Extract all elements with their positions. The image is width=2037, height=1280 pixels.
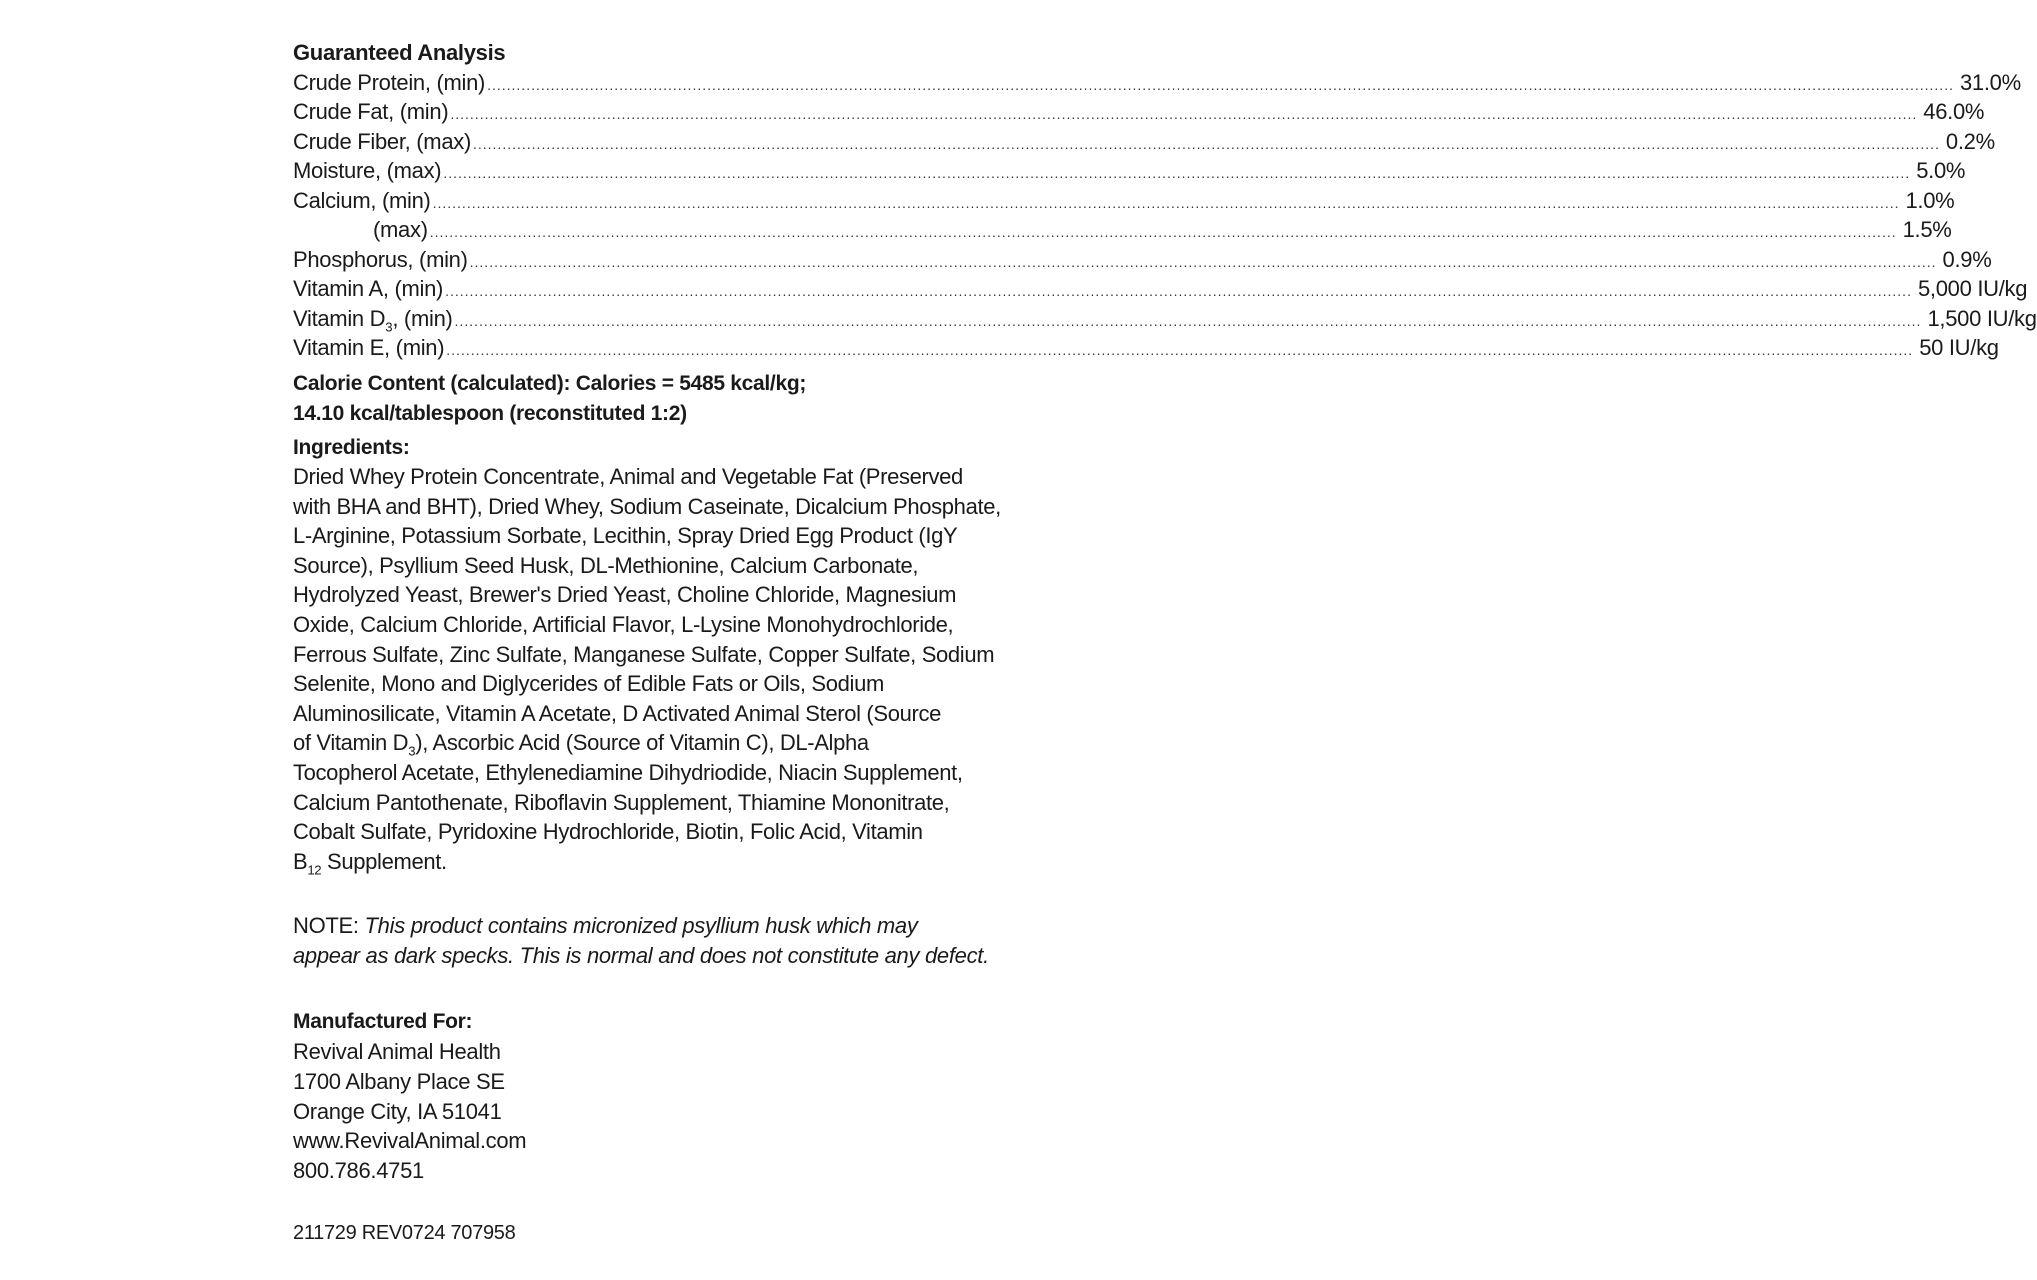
- subscript-3: 3: [408, 743, 416, 759]
- ingredients-line: Cobalt Sulfate, Pyridoxine Hydrochloride, Biotin, Folic Acid, Vitamin: [293, 819, 923, 845]
- guaranteed-analysis-heading: Guaranteed Analysis: [293, 40, 506, 65]
- analysis-row-name: Crude Fat, (min): [293, 99, 449, 124]
- ingredients-text-part: B: [293, 848, 308, 874]
- calorie-content-line: 14.10 kcal/tablespoon (reconstituted 1:2): [293, 401, 687, 425]
- ingredients-line: [293, 847, 973, 877]
- analysis-row-value: 1.0%: [1905, 187, 1955, 213]
- analysis-row: [293, 245, 1992, 275]
- analysis-row-name: [293, 304, 453, 334]
- ingredients-line: Ferrous Sulfate, Zinc Sulfate, Manganese Sulfate, Copper Sulfate, Sodium: [293, 641, 995, 667]
- ingredients-line: Tocopherol Acetate, Ethylenediamine Dihydriodide, Niacin Supplement,: [293, 759, 963, 785]
- analysis-row: [293, 97, 1985, 127]
- analysis-row-value: 46.0%: [1923, 99, 1985, 124]
- ingredients-line: Aluminosilicate, Vitamin A Acetate, D Activated Animal Sterol (Source: [293, 700, 942, 726]
- analysis-row-name: Crude Fiber, (max): [293, 128, 471, 154]
- manufacturer-city: Orange City, IA 51041: [293, 1098, 502, 1124]
- manufacturer-website: www.RevivalAnimal.com: [293, 1128, 527, 1154]
- dot-leader: ............................................................................................................................................................................................................................................................................................................: [429, 224, 1897, 240]
- ingredients-line: Dried Whey Protein Concentrate, Animal and Vegetable Fat (Preserved: [293, 464, 963, 489]
- analysis-row-name-suffix: , (min): [392, 305, 453, 331]
- analysis-row: [293, 215, 1952, 245]
- ingredients-text-part: ), Ascorbic Acid (Source of Vitamin C), DL-Alpha: [415, 730, 869, 756]
- note-label: NOTE:: [293, 913, 359, 939]
- ingredients-line: L-Arginine, Potassium Sorbate, Lecithin, Spray Dried Egg Product (IgY: [293, 523, 958, 549]
- product-label: [293, 38, 2037, 1247]
- analysis-row: [293, 68, 2021, 98]
- analysis-row-value: 50 IU/kg: [1919, 335, 1999, 360]
- subscript-12: 12: [307, 862, 322, 878]
- note-text: appear as dark specks. This is normal and does not constitute any defect.: [293, 942, 989, 968]
- manufacturer-name: Revival Animal Health: [293, 1039, 501, 1065]
- analysis-row-value: 1.5%: [1902, 217, 1952, 242]
- note-line: [293, 911, 973, 941]
- analysis-row: [293, 304, 2037, 334]
- dot-leader: ............................................................................................................................................................................................................................................................................................................: [432, 194, 1900, 211]
- analysis-row-name: Calcium, (min): [293, 187, 431, 213]
- manufacturer-street: 1700 Albany Place SE: [293, 1069, 505, 1094]
- dot-leader: ............................................................................................................................................................................................................................................................................................................: [450, 106, 1918, 122]
- analysis-row-name: Moisture, (max): [293, 158, 442, 183]
- analysis-row-value: 31.0%: [1959, 69, 2021, 95]
- ingredients-text-part: of Vitamin D: [293, 730, 409, 756]
- note-block: [293, 911, 989, 970]
- dot-leader: ............................................................................................................................................................................................................................................................................................................: [446, 342, 1914, 358]
- subscript-3: 3: [385, 318, 393, 334]
- ingredients-line: Hydrolyzed Yeast, Brewer's Dried Yeast, Choline Chloride, Magnesium: [293, 582, 957, 608]
- analysis-row-value: 0.2%: [1945, 128, 1995, 154]
- analysis-row-value: 0.9%: [1942, 246, 1992, 272]
- analysis-row-name: Vitamin E, (min): [293, 335, 445, 360]
- analysis-row-name: (max): [373, 217, 428, 242]
- analysis-row-name: Phosphorus, (min): [293, 246, 468, 272]
- dot-leader: ............................................................................................................................................................................................................................................................................................................: [454, 312, 1922, 329]
- manufacturer-phone: 800.786.4751: [293, 1158, 424, 1184]
- analysis-row-name: Crude Protein, (min): [293, 69, 486, 95]
- analysis-row: [293, 333, 1999, 363]
- dot-leader: ............................................................................................................................................................................................................................................................................................................: [487, 76, 1954, 93]
- analysis-row-value: 5,000 IU/kg: [1917, 276, 2028, 301]
- manufacturer-address: [293, 1037, 973, 1185]
- dot-leader: ............................................................................................................................................................................................................................................................................................................: [445, 283, 1912, 299]
- ingredients-text-part: Supplement.: [321, 848, 447, 874]
- ingredients-line: Calcium Pantothenate, Riboflavin Supplement, Thiamine Mononitrate,: [293, 789, 950, 815]
- ingredients-text: [293, 462, 1001, 878]
- analysis-row-name: Vitamin A, (min): [293, 276, 444, 301]
- calorie-content: [293, 369, 973, 429]
- dot-leader: ............................................................................................................................................................................................................................................................................................................: [443, 165, 1911, 181]
- calorie-content-line: Calorie Content (calculated): Calories = 5485 kcal/kg;: [293, 371, 807, 395]
- ingredients-line: Selenite, Mono and Diglycerides of Edible Fats or Oils, Sodium: [293, 671, 884, 697]
- ingredients-heading: Ingredients:: [293, 435, 410, 459]
- dot-leader: ............................................................................................................................................................................................................................................................................................................: [469, 253, 1937, 270]
- ingredients-line: Oxide, Calcium Chloride, Artificial Flavor, L-Lysine Monohydrochloride,: [293, 611, 954, 637]
- analysis-row: [293, 156, 1966, 186]
- product-code: 211729 REV0724 707958: [293, 1221, 516, 1244]
- analysis-row-name-prefix: Vitamin D: [293, 305, 386, 331]
- analysis-row-value: 5.0%: [1916, 158, 1966, 183]
- ingredients-line: Source), Psyllium Seed Husk, DL-Methionine, Calcium Carbonate,: [293, 552, 919, 578]
- ingredients-line: with BHA and BHT), Dried Whey, Sodium Caseinate, Dicalcium Phosphate,: [293, 493, 1001, 519]
- manufacturer-heading: Manufactured For:: [293, 1010, 473, 1034]
- ingredients-line: [293, 728, 973, 758]
- analysis-row-value: 1,500 IU/kg: [1927, 305, 2037, 331]
- analysis-row: [293, 186, 1955, 216]
- note-text: This product contains micronized psyllium husk which may: [364, 913, 918, 939]
- dot-leader: ............................................................................................................................................................................................................................................................................................................: [472, 135, 1940, 152]
- guaranteed-analysis-table: [293, 68, 2037, 363]
- analysis-row: [293, 127, 1995, 157]
- analysis-row: [293, 274, 2028, 304]
